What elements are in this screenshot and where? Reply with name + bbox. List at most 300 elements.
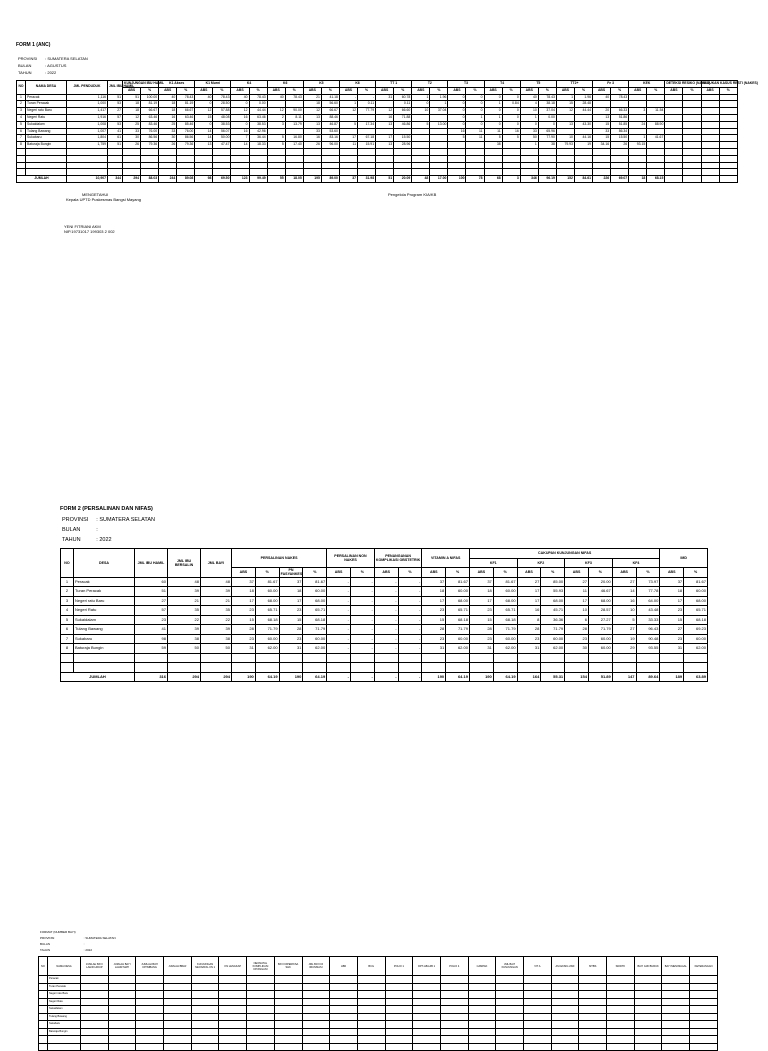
cell (339, 128, 357, 135)
cell (468, 1013, 496, 1021)
empty-cell (17, 162, 26, 169)
form-2-title: FORM 2 (PERSALINAN DAN NIFAS) (60, 506, 153, 512)
table-row (17, 101, 738, 108)
cell (665, 121, 683, 128)
cell: 66.67 (177, 108, 195, 115)
row-desa: Sukabaru (26, 135, 67, 142)
cell: 27 (517, 577, 541, 587)
empty-cell (17, 148, 26, 155)
empty-cell (376, 155, 394, 162)
cell: 33 (303, 128, 321, 135)
cell (302, 1028, 330, 1036)
row-bayi: 39 (201, 625, 232, 635)
table-row (61, 644, 708, 654)
table-row (17, 135, 738, 142)
empty-cell (517, 653, 541, 663)
empty-cell (538, 169, 556, 176)
cell (579, 983, 607, 991)
col-desa: DESA (74, 549, 135, 578)
cell: 12 (195, 108, 213, 115)
empty-cell (249, 155, 267, 162)
row-desa: Peracak (48, 976, 81, 984)
total-bumil: 344 (108, 176, 123, 183)
cell (164, 1006, 192, 1014)
total-cell: 69.50 (213, 176, 231, 183)
cell: 21 (303, 94, 321, 101)
total-cell: 190 (422, 672, 446, 682)
empty-row (61, 653, 708, 663)
empty-cell (285, 155, 303, 162)
empty-cell (267, 148, 285, 155)
cell (683, 135, 701, 142)
meta-row (40, 942, 122, 946)
empty-cell (683, 169, 701, 176)
cell: 18 (660, 587, 684, 597)
cell (607, 1006, 635, 1014)
cell (579, 998, 607, 1006)
col-bayi: JML BAYI (201, 549, 232, 578)
cell: 26 (159, 142, 177, 149)
form-1-anc (16, 42, 758, 234)
total-cell: - (374, 672, 398, 682)
col-header: JUMLAH BBLR (164, 957, 192, 976)
empty-cell (279, 663, 303, 673)
empty-cell (394, 169, 412, 176)
cell: 79.93 (556, 142, 574, 149)
subhead-pct: % (177, 87, 195, 94)
cell (81, 1028, 109, 1036)
cell: 11 (484, 128, 502, 135)
total-cell: 20.09 (394, 176, 412, 183)
cell: 16 (517, 606, 541, 616)
row-no: 6 (61, 625, 74, 635)
empty-cell (448, 148, 466, 155)
cell: 68.00 (493, 596, 517, 606)
row-bumil: 98 (135, 634, 168, 644)
table-row (39, 991, 718, 999)
total-label: JUMLAH (61, 672, 135, 682)
cell (247, 983, 275, 991)
row-bayi: 35 (201, 606, 232, 616)
row-no: 5 (61, 615, 74, 625)
cell: 11.54 (647, 108, 665, 115)
cell: 13 (303, 121, 321, 128)
subhead-pct: % (541, 568, 565, 578)
cell (274, 1006, 302, 1014)
cell (164, 983, 192, 991)
cell (448, 142, 466, 149)
cell (629, 128, 647, 135)
total-cell: 64.19 (255, 672, 279, 682)
row-bumil: 51 (108, 94, 123, 101)
cell (81, 976, 109, 984)
cell (357, 1013, 385, 1021)
empty-cell (39, 1036, 48, 1044)
empty-cell (108, 148, 123, 155)
empty-cell (108, 169, 123, 176)
cell: 60.00 (588, 644, 612, 654)
cell: 4 (520, 101, 538, 108)
empty-cell (249, 169, 267, 176)
subhead-abs: ABS (327, 568, 351, 578)
cell (247, 1021, 275, 1029)
cell: 15 (593, 135, 611, 142)
table-row (17, 114, 738, 121)
group-persalinan-nakes: PERSALINAN NAKES (232, 549, 327, 568)
total-cell: 190 (279, 672, 303, 682)
cell: 5 (267, 142, 285, 149)
row-bumil: 41 (108, 128, 123, 135)
cell (219, 998, 247, 1006)
cell: 37 (469, 577, 493, 587)
row-bumil: 27 (135, 596, 168, 606)
cell: 68.18 (255, 615, 279, 625)
cell: 68.00 (541, 596, 565, 606)
row-bulin: 50 (168, 644, 201, 654)
cell (136, 991, 164, 999)
cell: 90.00 (285, 108, 303, 115)
total-cell: - (327, 672, 351, 682)
subhead-pct: % (249, 87, 267, 94)
cell (683, 142, 701, 149)
cell (634, 1006, 662, 1014)
cell: 62.00 (303, 644, 327, 654)
col-no: NO (17, 81, 26, 95)
cell: 1 (339, 101, 357, 108)
cell (468, 1028, 496, 1036)
empty-cell (647, 169, 665, 176)
empty-cell (579, 1043, 607, 1051)
empty-cell (413, 1043, 441, 1051)
cell (607, 1021, 635, 1029)
empty-cell (330, 1043, 358, 1051)
row-bayi: 21 (201, 596, 232, 606)
empty-cell (612, 663, 636, 673)
group-header: TT 1 (376, 81, 412, 88)
cell (662, 976, 690, 984)
group-header: T5 (520, 81, 556, 88)
cell: 12 (339, 108, 357, 115)
cell: 36.44 (249, 135, 267, 142)
empty-cell (611, 169, 629, 176)
cell: 15 (469, 615, 493, 625)
row-penduduk: 1,116 (67, 94, 108, 101)
cell: - (327, 644, 351, 654)
subhead-abs: ABS (412, 87, 430, 94)
empty-cell (484, 155, 502, 162)
cell: - (350, 625, 374, 635)
cell (629, 94, 647, 101)
cell (683, 94, 701, 101)
empty-cell (255, 653, 279, 663)
cell: 0.11 (394, 101, 412, 108)
cell: 40 (159, 94, 177, 101)
subhead-pct: % (719, 87, 737, 94)
cell (357, 983, 385, 991)
cell: 85.00 (541, 577, 565, 587)
subhead-pct: % (466, 87, 484, 94)
group-header: K4 (231, 81, 267, 88)
cell: 5 (484, 135, 502, 142)
cell (385, 1006, 413, 1014)
cell: 30 (123, 135, 141, 142)
cell (357, 991, 385, 999)
empty-cell (67, 148, 108, 155)
cell (647, 128, 665, 135)
row-bumil: 53 (108, 121, 123, 128)
empty-cell (267, 169, 285, 176)
cell (607, 976, 635, 984)
cell: 1 (556, 94, 574, 101)
cell: 40 (231, 94, 249, 101)
subhead-pct: % (493, 568, 517, 578)
empty-cell (247, 1036, 275, 1044)
cell: 38.18 (538, 101, 556, 108)
cell: 78.43 (213, 94, 231, 101)
cell (607, 1028, 635, 1036)
cell: 68.00 (684, 596, 708, 606)
total-cell: 98 (195, 176, 213, 183)
empty-cell (219, 1043, 247, 1051)
cell: - (374, 615, 398, 625)
cell: 62.00 (493, 644, 517, 654)
group-kf4: KF4 (612, 558, 660, 568)
cell (607, 1013, 635, 1021)
cell: 73.97 (636, 577, 660, 587)
total-cell: 68.15 (647, 176, 665, 183)
form-3-meta (38, 928, 124, 954)
cell: 26 (123, 142, 141, 149)
row-bumil: 57 (135, 606, 168, 616)
cell (662, 1006, 690, 1014)
signer-name: YENI FITRIANI AKM (64, 224, 101, 229)
cell: 78.43 (249, 94, 267, 101)
cell: 28.96 (394, 142, 412, 149)
cell: 1 (430, 101, 448, 108)
empty-cell (247, 1043, 275, 1051)
row-desa: Baturaja Bungin (48, 1028, 81, 1036)
total-cell: 89.00 (321, 176, 339, 183)
cell: 57.88 (213, 108, 231, 115)
empty-cell (231, 162, 249, 169)
cell (385, 998, 413, 1006)
cell: 42.96 (249, 128, 267, 135)
cell: 0 (448, 101, 466, 108)
cell: 50 (520, 135, 538, 142)
empty-cell (469, 653, 493, 663)
group-header: K1 Akses (159, 81, 195, 88)
cell (330, 976, 358, 984)
cell (413, 976, 441, 984)
cell: - (374, 587, 398, 597)
empty-cell (141, 148, 159, 155)
empty-cell (303, 162, 321, 169)
cell (108, 1021, 136, 1029)
empty-cell (274, 1036, 302, 1044)
meta-label: BULAN (40, 942, 51, 946)
cell: 11 (466, 135, 484, 142)
row-desa: Tulang Bawang (26, 128, 67, 135)
cell (551, 1013, 579, 1021)
row-bayi: 48 (201, 577, 232, 587)
cell: 86.56 (141, 135, 159, 142)
cell (701, 128, 719, 135)
empty-cell (357, 1036, 385, 1044)
cell: 23 (660, 634, 684, 644)
cell (690, 976, 718, 984)
cell (191, 991, 219, 999)
cell: 0 (448, 121, 466, 128)
empty-cell (556, 148, 574, 155)
cell: 26 (611, 142, 629, 149)
col-header: ASI EKSKLUSIF (551, 957, 579, 976)
cell (647, 142, 665, 149)
row-no (39, 998, 48, 1006)
cell (412, 128, 430, 135)
cell: 78.43 (285, 94, 303, 101)
cell: 1.96 (574, 94, 592, 101)
row-penduduk: 1,417 (67, 108, 108, 115)
row-bulin: 39 (168, 587, 201, 597)
cell (136, 998, 164, 1006)
empty-cell (496, 1036, 524, 1044)
subhead-abs: ABS (303, 87, 321, 94)
empty-cell (376, 169, 394, 176)
cell: 28 (232, 625, 256, 635)
cell (247, 991, 275, 999)
cell: 66.67 (141, 108, 159, 115)
empty-cell (701, 162, 719, 169)
cell: 8 (517, 615, 541, 625)
cell (440, 1013, 468, 1021)
subhead-pct: % (285, 87, 303, 94)
table-row (17, 108, 738, 115)
col-penduduk: JML PENDUDUK (67, 81, 108, 95)
empty-cell (136, 1043, 164, 1051)
empty-cell (469, 663, 493, 673)
cell: 12 (556, 108, 574, 115)
cell (647, 94, 665, 101)
row-no (39, 976, 48, 984)
cell (302, 1013, 330, 1021)
total-cell: 189 (660, 672, 684, 682)
row-bumil: 27 (108, 108, 123, 115)
subhead-pct: % (394, 87, 412, 94)
empty-cell (141, 155, 159, 162)
cell: 16 (231, 128, 249, 135)
empty-cell (321, 162, 339, 169)
cell (302, 976, 330, 984)
meta-label: TAHUN (62, 537, 81, 543)
empty-cell (358, 162, 376, 169)
cell (524, 998, 552, 1006)
cell: - (398, 606, 422, 616)
cell (440, 1006, 468, 1014)
empty-cell (665, 162, 683, 169)
cell: 65.71 (446, 606, 470, 616)
subhead-abs: ABS (665, 87, 683, 94)
total-cell: 154 (565, 672, 589, 682)
total-cell: 99.49 (249, 176, 267, 183)
empty-cell (231, 169, 249, 176)
cell (701, 121, 719, 128)
cell: 5 (448, 135, 466, 142)
table-row (39, 1013, 718, 1021)
cell (551, 1006, 579, 1014)
cell (330, 998, 358, 1006)
empty-cell (135, 663, 168, 673)
cell: 12 (267, 108, 285, 115)
cell: 33 (593, 128, 611, 135)
empty-cell (541, 653, 565, 663)
cell (719, 114, 737, 121)
cell (524, 1028, 552, 1036)
total-cell: 190 (469, 672, 493, 682)
cell (136, 976, 164, 984)
cell: 60.00 (684, 587, 708, 597)
empty-cell (168, 663, 201, 673)
form-2-table (60, 548, 708, 682)
cell (524, 1021, 552, 1029)
cell (629, 101, 647, 108)
cell (219, 1013, 247, 1021)
row-bumil: 23 (135, 615, 168, 625)
cell (634, 1028, 662, 1036)
cell: - (358, 94, 376, 101)
empty-cell (374, 663, 398, 673)
cell: 60.00 (303, 634, 327, 644)
cell: - (327, 625, 351, 635)
cell: - (350, 596, 374, 606)
cell (690, 1028, 718, 1036)
total-cell: 96.19 (538, 176, 556, 183)
cell: 27 (612, 625, 636, 635)
empty-cell (123, 162, 141, 169)
cell (191, 983, 219, 991)
cell: 65.71 (303, 606, 327, 616)
empty-cell (201, 653, 232, 663)
cell (81, 1006, 109, 1014)
col-header: DPT-HB-HIB 1 (413, 957, 441, 976)
empty-cell (611, 155, 629, 162)
cell: 66.67 (321, 108, 339, 115)
table-row (17, 142, 738, 149)
cell (274, 983, 302, 991)
group-header: KEK (629, 81, 665, 88)
group-kf1: KF1 (469, 558, 517, 568)
cell: 2 (267, 114, 285, 121)
cell: 79.36 (141, 142, 159, 149)
cell: 93.55 (636, 644, 660, 654)
row-bumil: 57 (108, 114, 123, 121)
cell (634, 1013, 662, 1021)
cell: 51.86 (611, 114, 629, 121)
total-cell: 226 (593, 176, 611, 183)
cell: 26 (303, 142, 321, 149)
table-row (61, 634, 708, 644)
cell (665, 114, 683, 121)
cell: 6 (565, 615, 589, 625)
empty-cell (662, 1036, 690, 1044)
row-no: 2 (61, 587, 74, 597)
col-header: BCG (357, 957, 385, 976)
cell: 18.33 (249, 142, 267, 149)
cell (136, 1028, 164, 1036)
empty-cell (634, 1036, 662, 1044)
cell (376, 101, 394, 108)
cell (579, 1021, 607, 1029)
empty-cell (394, 148, 412, 155)
